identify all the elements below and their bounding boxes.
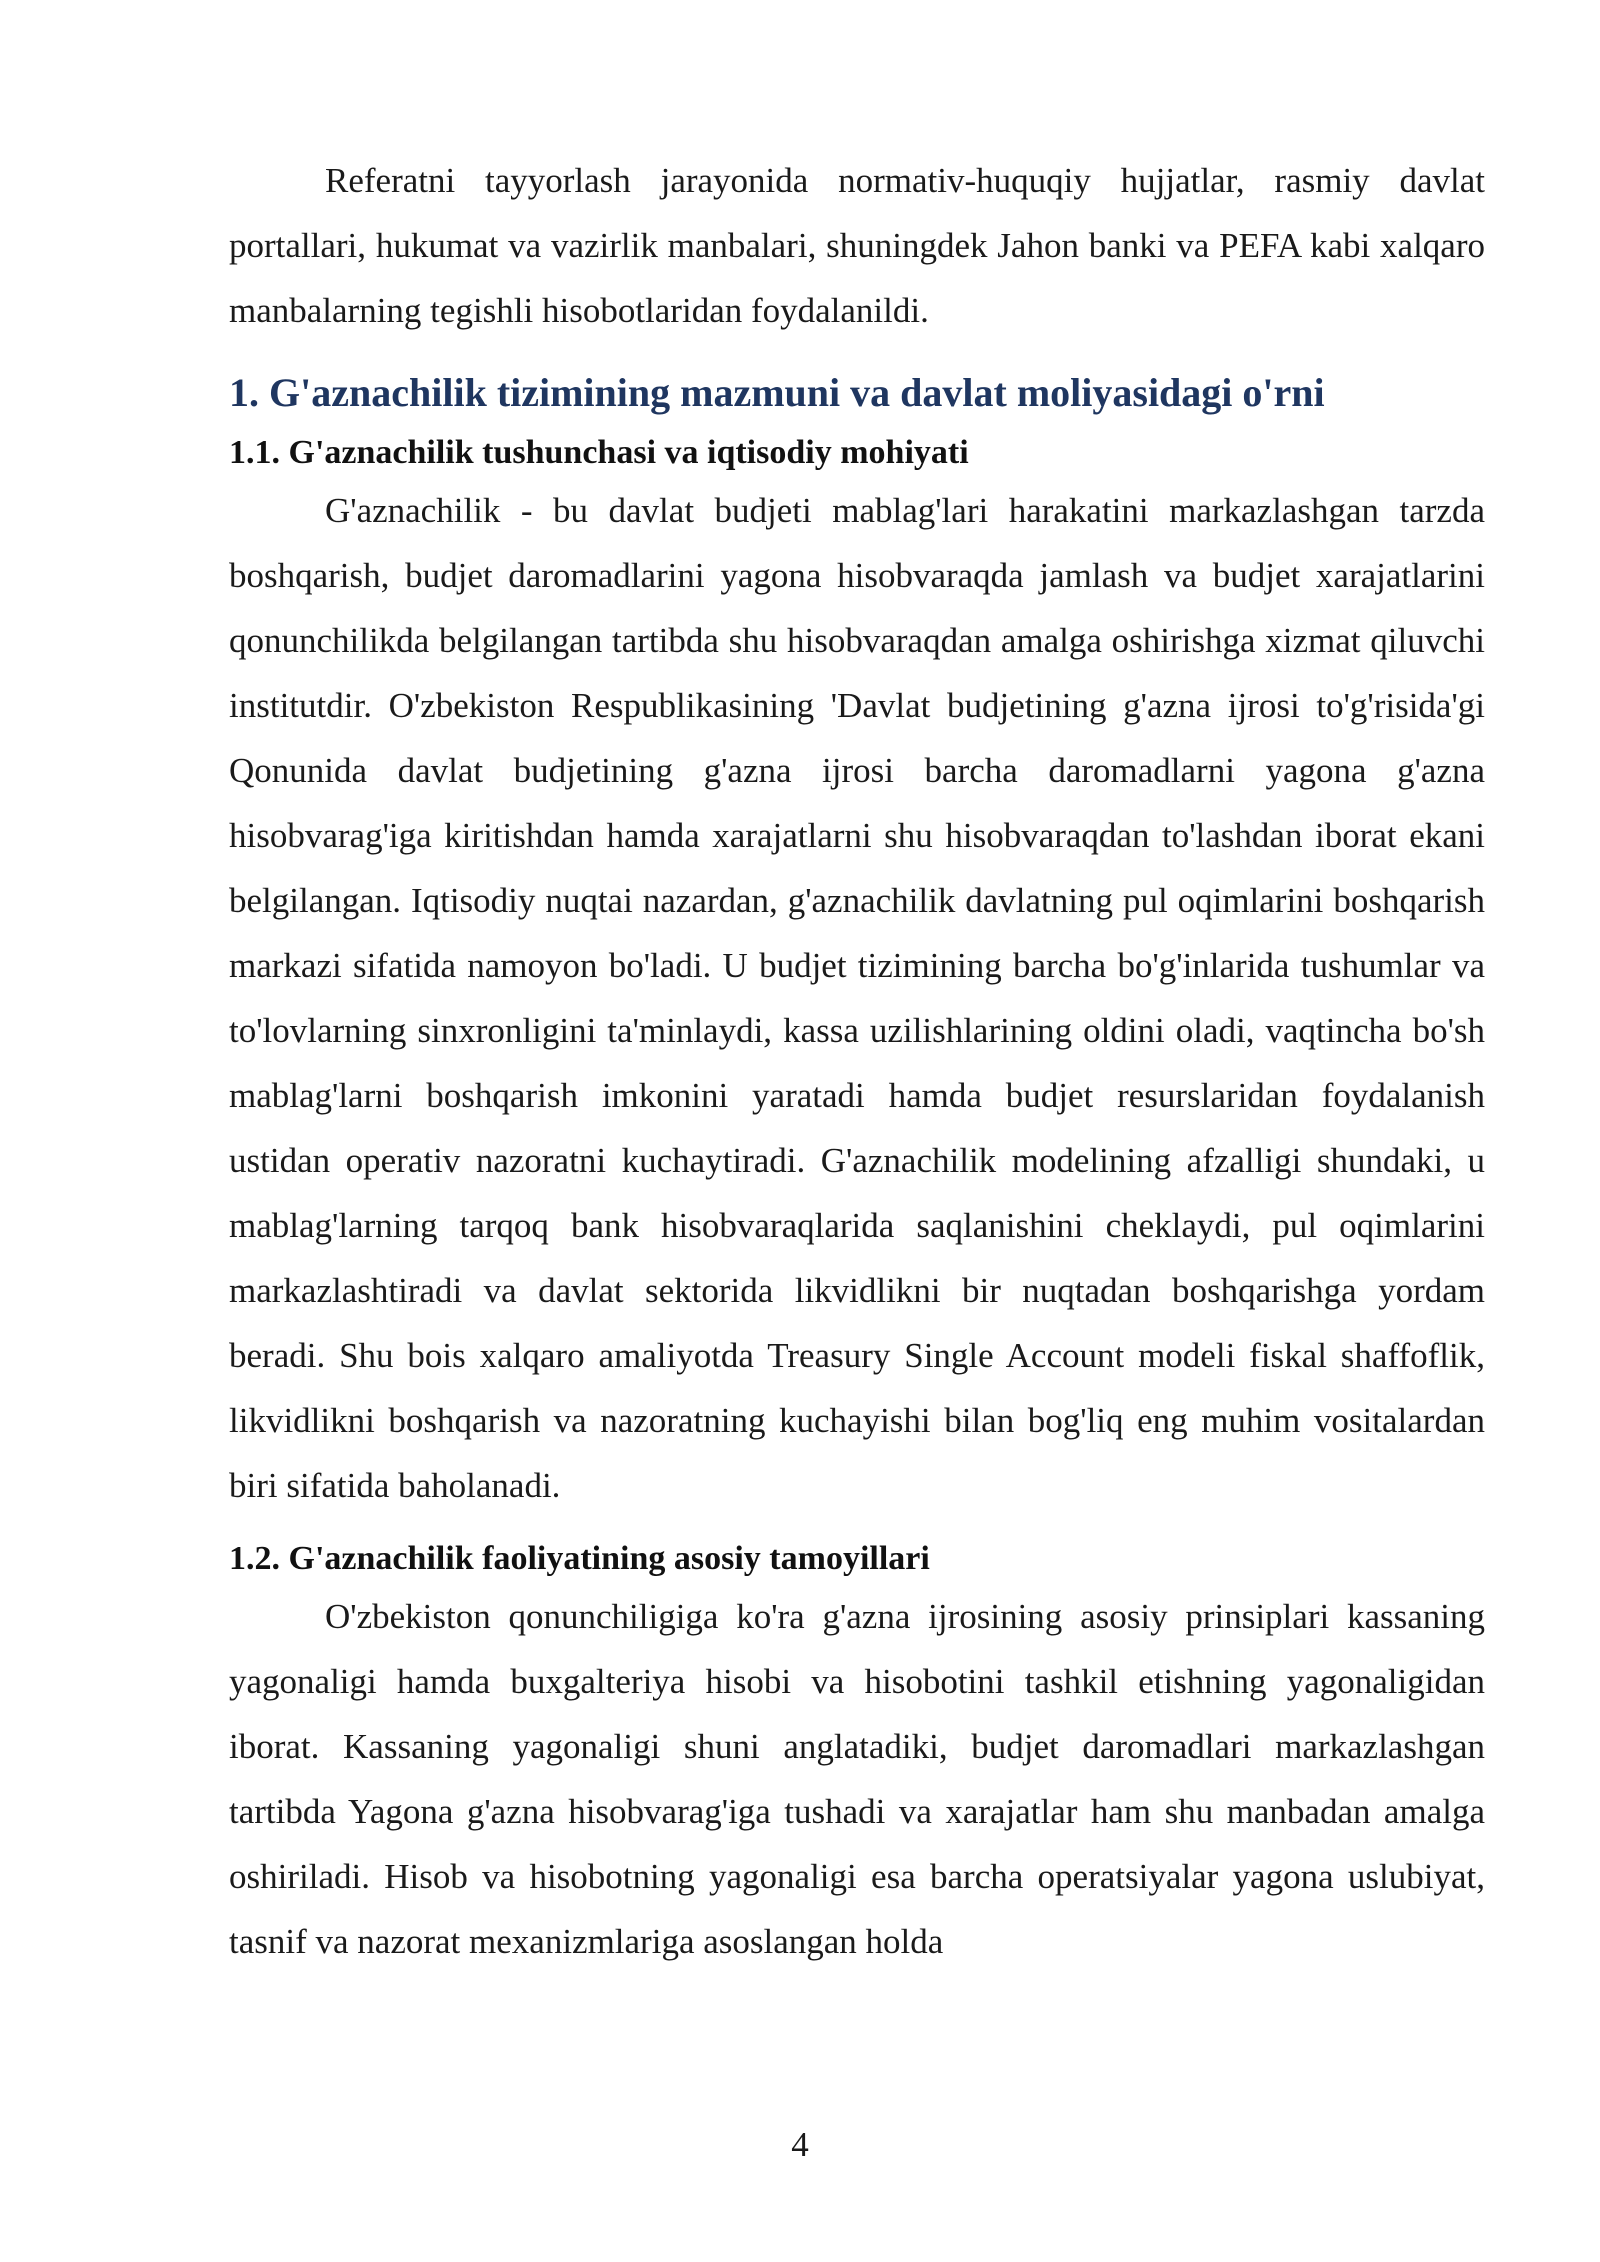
subsection-heading: 1.2. G'aznachilik faoliyatining asosiy tamoyillari — [229, 1540, 930, 1577]
section-heading: 1. G'aznachilik tizimining mazmuni va davlat moliyasidagi o'rni — [229, 370, 1325, 415]
subsection-heading: 1.1. G'aznachilik tushunchasi va iqtisodiy mohiyati — [229, 434, 969, 471]
page-content — [229, 148, 1485, 1974]
intro-paragraph: Referatni tayyorlash jarayonida normativ-huquqiy hujjatlar, rasmiy davlat portallari, hukumat va vazirlik manbalari, shuningdek Jahon banki va PEFA kabi xalqaro manbalarning tegishli hisobotlaridan foydalanildi. — [229, 161, 1485, 330]
body-paragraph: G'aznachilik - bu davlat budjeti mablag'lari harakatini markazlashgan tarzda boshqarish, budjet daromadlarini yagona hisobvaraqda jamlash va budjet xarajatlarini qonunchilikda belgilangan tartibda shu hisobvaraqdan amalga oshirishga xizmat qiluvchi institutdir. O'zbekiston Respublikasining 'Davlat budjetining g'azna ijrosi to'g'risida'gi Qonunida davlat budjetining g'azna ijrosi barcha daromadlarni yagona g'azna hisobvarag'iga kiritishdan hamda xarajatlarni shu hisobvaraqdan to'lashdan iborat ekani belgilangan. Iqtisodiy nuqtai nazardan, g'aznachilik davlatning pul oqimlarini boshqarish markazi sifatida namoyon bo'ladi. U budjet tizimining barcha bo'g'inlarida tushumlar va to'lovlarning sinxronligini ta'minlaydi, kassa uzilishlarining oldini oladi, vaqtincha bo'sh mablag'larni boshqarish imkonini yaratadi hamda budjet resurslaridan foydalanish ustidan operativ nazoratni kuchaytiradi. G'aznachilik modelining afzalligi shundaki, u mablag'larning tarqoq bank hisobvaraqlarida saqlanishini cheklaydi, pul oqimlarini markazlashtiradi va davlat sektorida likvidlikni bir nuqtadan boshqarishga yordam beradi. Shu bois xalqaro amaliyotda Treasury Single Account modeli fiskal shaffoflik, likvidlikni boshqarish va nazoratning kuchayishi bilan bog'liq eng muhim vositalardan biri sifatida baholanadi. — [229, 491, 1485, 1505]
page-number: 4 — [791, 2125, 809, 2164]
body-paragraph: O'zbekiston qonunchiligiga ko'ra g'azna ijrosining asosiy prinsiplari kassaning yagonaligi hamda buxgalteriya hisobi va hisobotini tashkil etishning yagonaligidan iborat. Kassaning yagonaligi shuni anglatadiki, budjet daromadlari markazlashgan tartibda Yagona g'azna hisobvarag'iga tushadi va xarajatlar ham shu manbadan amalga oshiriladi. Hisob va hisobotning yagonaligi esa barcha operatsiyalar yagona uslubiyat, tasnif va nazorat mexanizmlariga asoslangan holda — [229, 1597, 1485, 1961]
